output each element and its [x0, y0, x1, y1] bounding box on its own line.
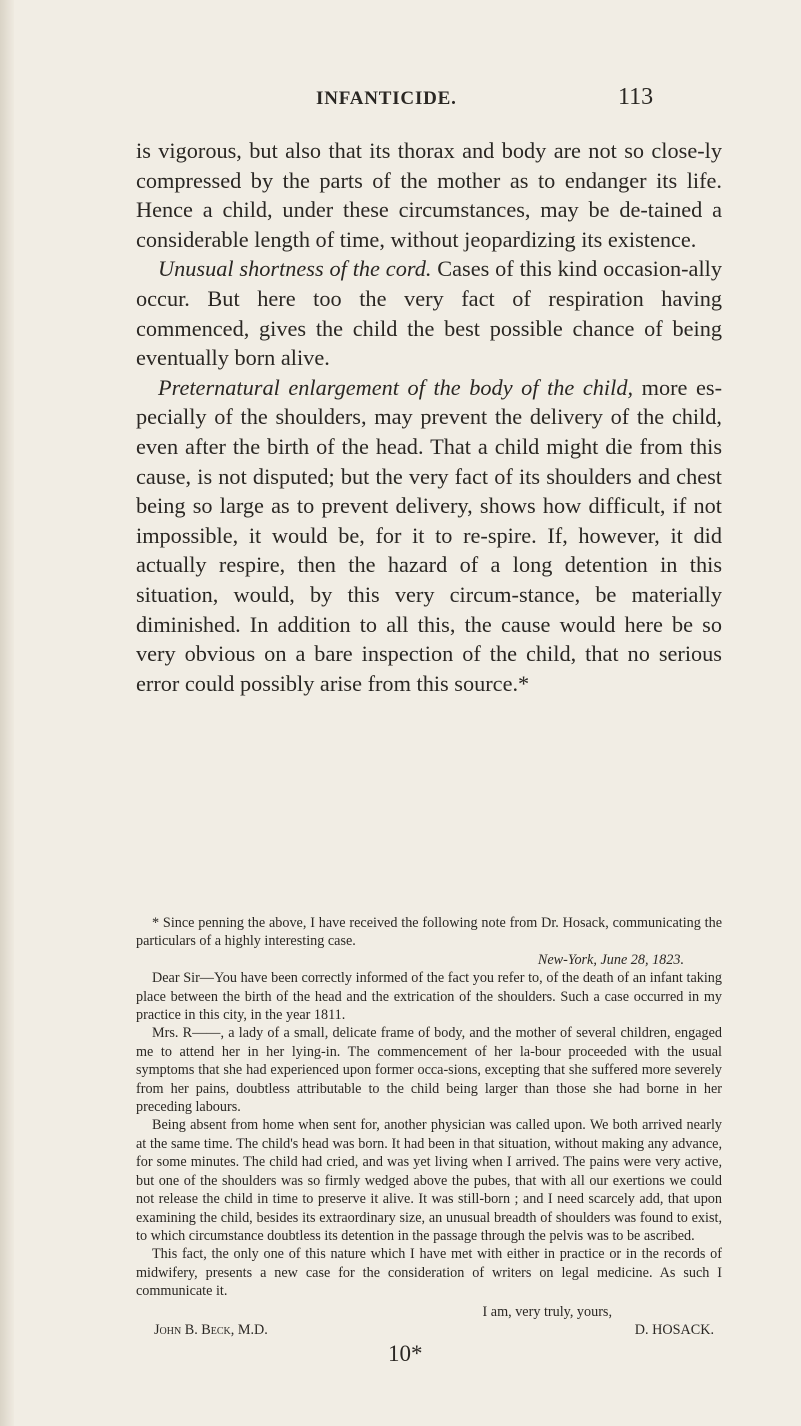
page-number: 113	[618, 84, 654, 110]
paragraph-text: more es-pecially of the shoulders, may prevent the delivery of the child, even after the birth of the head. That a child might die from this cause, is not disputed; but the very fact of its shoulders and chest being so large as to prevent delivery, shows how difficult, if not impossible, it would be, for it to re-spire. If, however, it did actually respire, then the hazard of a long detention in this situation, would, by this very circum-stance, be materially diminished. In addition to all this, the cause would here be so very obvious on a bare inspection of the child, that no serious error could possibly arise from this source.*	[136, 374, 722, 696]
letter-date: June 28, 1823.	[596, 951, 684, 968]
paragraph-text: Cases of this kind occasion-ally occur. But here too the very fact of respiration having commenced, gives the child the best possible chance of being eventually born alive.	[136, 256, 722, 371]
footnote-intro: * Since penning the above, I have received the following note from Dr. Hosack, communicating the particulars of a highly interesting case.	[136, 915, 722, 950]
letter-place: New-York,	[537, 951, 597, 968]
letter-signature-row	[136, 1321, 722, 1339]
paragraph-preternatural-enlargement	[136, 373, 722, 699]
section-heading-enlargement: Preternatural enlargement of the body of the child,	[158, 374, 634, 400]
letter-paragraph: Being absent from home when sent for, another physician was called upon. We both arrived nearly at the same time. The child's head was born. It had been in that situation, without making any advance, for some minutes. The child had cried, and was yet living when I arrived. The pains were very active, but one of the shoulders was so firmly wedged above the pubes, that with all our exertions we could not release the child in time to preserve it alive. It was still-born ; and I need scarcely add, that upon examining the child, besides its extraordinary size, an unusual breadth of shoulders was found to exist, to which circumstance doubtless its detention in the passage through the pelvis was to be ascribed.	[136, 1117, 722, 1244]
letter-paragraph: Mrs. R——, a lady of a small, delicate frame of body, and the mother of several children, engaged me to attend her in her lying-in. The commencement of her la-bour proceeded with the usual symptoms that she had experienced upon former occa-sions, excepting that she suffered more severely from her pains, doubtless attributable to the child being larger than those she had borne in her preceding labours.	[136, 1025, 722, 1116]
footnote	[136, 914, 722, 1367]
printer-signature-mark: 10*	[388, 1341, 423, 1367]
page-header	[0, 84, 801, 118]
running-title: INFANTICIDE.	[316, 88, 457, 109]
letter-paragraph: Dear Sir—You have been correctly informed of the fact you refer to, of the death of an infant taking place between the birth of the head and the extrication of the shoulders. Such a case occurred in my practice in this city, in the year 1811.	[136, 970, 722, 1024]
letter-dateline	[136, 951, 722, 969]
letter-sender: D. HOSACK.	[634, 1321, 714, 1338]
paragraph-unusual-shortness	[136, 254, 722, 372]
letter-addressee: John B. Beck, M.D.	[154, 1321, 268, 1338]
letter-paragraph: This fact, the only one of this nature which I have met with either in practice or in the records of midwifery, presents a new case for the consideration of writers on legal medicine. As such I communicate it.	[136, 1246, 722, 1300]
section-heading-cord: Unusual shortness of the cord.	[158, 256, 432, 282]
page-binding-edge	[0, 0, 14, 1426]
paragraph-continued: is vigorous, but also that its thorax and body are not so close-ly compressed by the parts of the mother as to endanger its life. Hence a child, under these circumstances, may be de-tained a considerable length of time, without jeopardizing its existence.	[136, 138, 722, 252]
letter-closing: I am, very truly, yours,	[482, 1303, 612, 1320]
main-text	[136, 136, 722, 698]
